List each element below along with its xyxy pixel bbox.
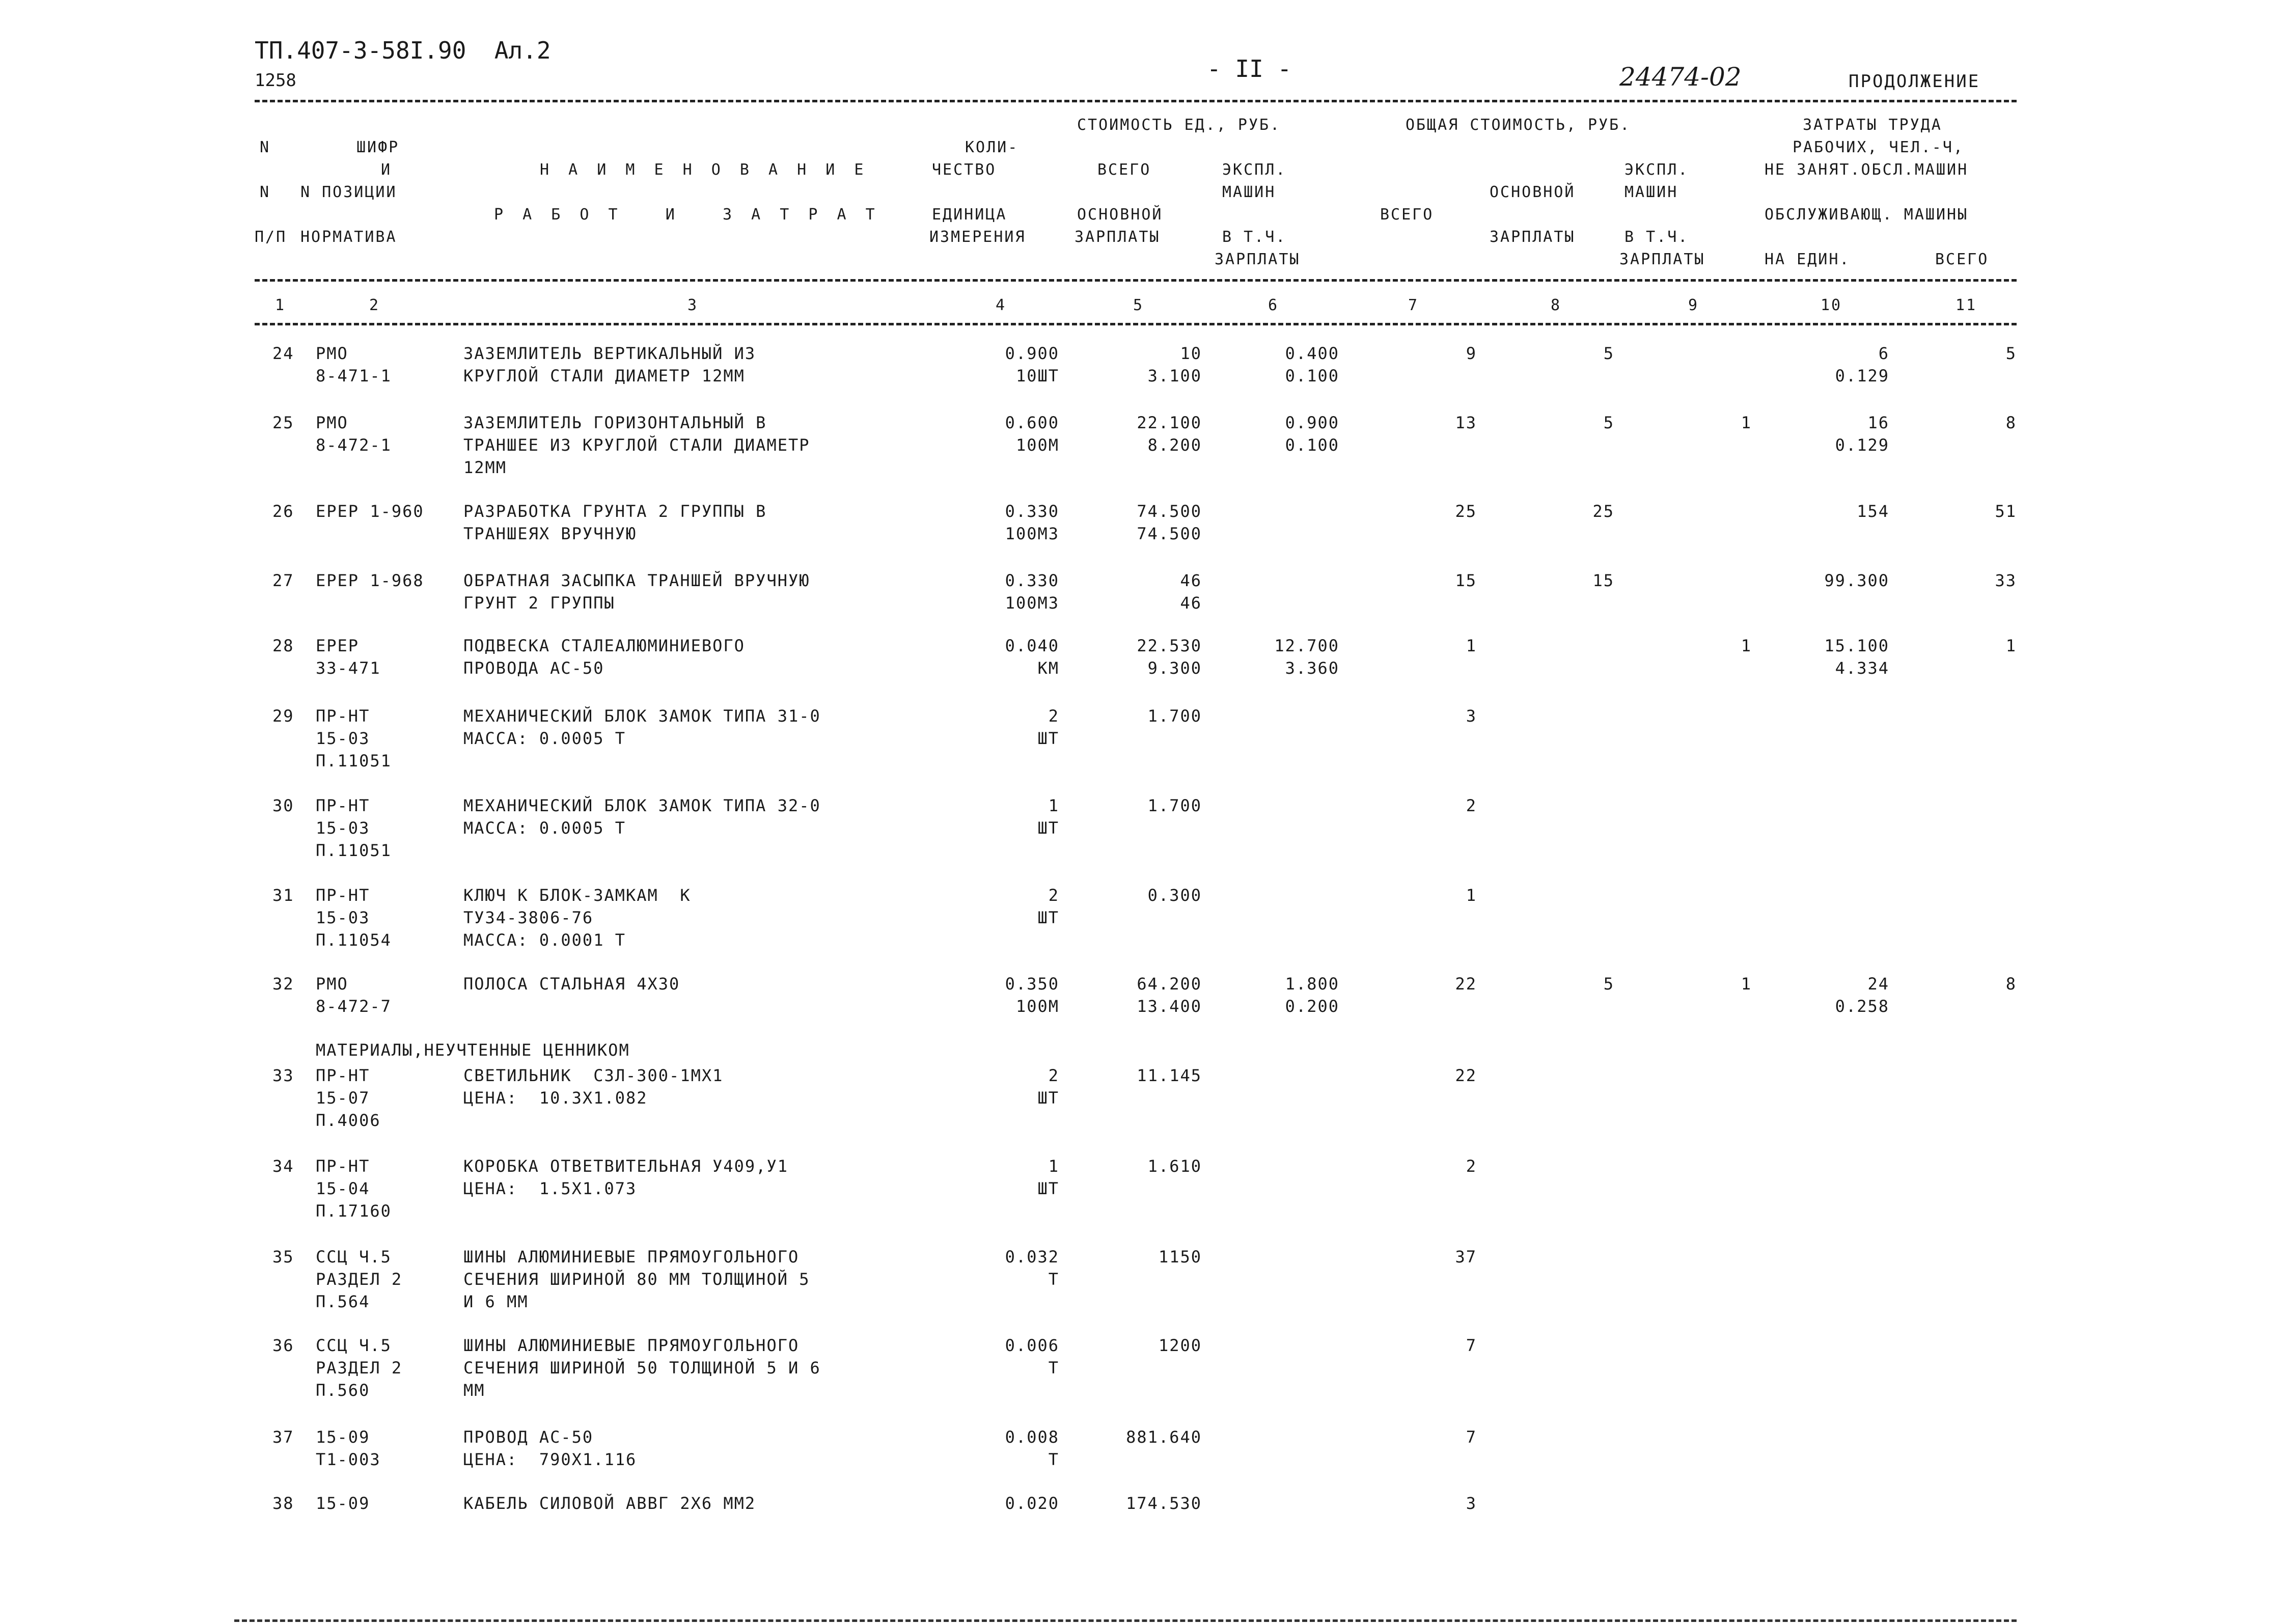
item-name: ШИНЫ АЛЮМИНИЕВЫЕ ПРЯМОУГОЛЬНОГО [463,1247,800,1267]
item-name: 12ММ [463,458,507,477]
item-name: ТРАНШЕЯХ ВРУЧНУЮ [463,524,637,543]
quantity: Т [1048,1450,1059,1469]
position-code: 8-472-7 [316,997,392,1016]
continuation-label: ПРОДОЛЖЕНИЕ [1849,71,1980,92]
colnum-7: 7 [1408,296,1419,314]
col-npp-5: П/П [255,228,287,246]
total-cost: 22 [1455,974,1477,994]
quantity: 0.600 [1005,413,1059,432]
col-labor-6: ВСЕГО [1935,251,1989,268]
item-name: ММ [463,1381,485,1400]
position-code: ЕРЕР [316,636,360,655]
item-name: ЗАЗЕМЛИТЕЛЬ ГОРИЗОНТАЛЬНЫЙ В [463,413,767,432]
position-code: ЕРЕР 1-960 [316,502,424,521]
position-code: П.11051 [316,751,392,770]
item-name: КЛЮЧ К БЛОК-ЗАМКАМ К [463,886,691,905]
unit-cost-total: 1.700 [1147,706,1202,726]
unit-cost-total: 1200 [1158,1336,1202,1355]
labor-per-unit: 16 [1867,413,1889,432]
position-code: ССЦ Ч.5 [316,1336,392,1355]
position-code: РМО [316,344,348,363]
labor-total: 8 [2005,974,2017,994]
colnum-8: 8 [1551,296,1562,314]
colnum-6: 6 [1268,296,1279,314]
labor-per-unit: 15.100 [1824,636,1889,655]
col-qty-2: ЧЕСТВО [932,161,997,179]
unit-cost-machines: 1.800 [1285,974,1339,994]
colnum-2: 2 [369,296,380,314]
item-name: ТРАНШЕЕ ИЗ КРУГЛОЙ СТАЛИ ДИАМЕТР [463,435,810,455]
col-total-mach-2: МАШИН [1624,183,1678,201]
item-name: ПОЛОСА СТАЛЬНАЯ 4Х30 [463,974,680,994]
col-labor-3: НЕ ЗАНЯТ.ОБСЛ.МАШИН [1765,161,1969,179]
quantity: 0.330 [1005,571,1059,590]
quantity: 2 [1048,1066,1059,1085]
position-code: 15-07 [316,1088,370,1108]
position-code: РМО [316,413,348,432]
position-code: ПР-НТ [316,886,370,905]
unit-cost-total: 1.610 [1147,1157,1202,1176]
unit-cost-total: 0.300 [1147,886,1202,905]
colnum-9: 9 [1688,296,1699,314]
item-name: СЕЧЕНИЯ ШИРИНОЙ 80 ММ ТОЛЩИНОЙ 5 [463,1270,810,1289]
item-name: КРУГЛОЙ СТАЛИ ДИАМЕТР 12ММ [463,366,745,386]
position-code: ПР-НТ [316,706,370,726]
labor-total: 51 [1995,502,2017,521]
row-number: 30 [272,796,294,815]
doc-number: 24474-02 [1619,62,1742,92]
row-number: 24 [272,344,294,363]
header-bottom-rule [255,279,2017,282]
col-name-1: Н А И М Е Н О В А Н И Е [540,161,869,179]
quantity: Т [1048,1270,1059,1289]
unit-cost-machines: 0.400 [1285,344,1339,363]
labor-total: 1 [2005,636,2017,655]
quantity: 1 [1048,796,1059,815]
total-wage: 25 [1592,502,1614,521]
row-number: 28 [272,636,294,655]
position-code: 15-09 [316,1427,370,1447]
unit-cost-total: 10 [1180,344,1202,363]
item-name: КАБЕЛЬ СИЛОВОЙ АВВГ 2Х6 ММ2 [463,1494,756,1513]
item-name: МЕХАНИЧЕСКИЙ БЛОК ЗАМОК ТИПА 32-0 [463,796,821,815]
row-number: 37 [272,1427,294,1447]
quantity: КМ [1037,658,1059,678]
unit-cost-machines: 0.200 [1285,997,1339,1016]
item-name: ТУ34-3806-76 [463,908,594,927]
row-number: 25 [272,413,294,432]
quantity: 0.900 [1005,344,1059,363]
position-code: 8-471-1 [316,366,392,386]
item-name: ПРОВОД АС-50 [463,1427,594,1447]
quantity: 0.040 [1005,636,1059,655]
unit-cost-total: 74.500 [1137,502,1202,521]
colnum-5: 5 [1133,296,1144,314]
unit-cost-total: 8.200 [1147,435,1202,455]
col-code-3: N ПОЗИЦИИ [300,183,397,201]
item-name: МАССА: 0.0001 Т [463,930,626,950]
col-unit-total-3: ЗАРПЛАТЫ [1075,228,1161,246]
labor-total: 5 [2005,344,2017,363]
col-labor-5: НА ЕДИН. [1765,251,1851,268]
item-name: ЦЕНА: 1.5Х1.073 [463,1179,637,1198]
unit-cost-total: 13.400 [1137,997,1202,1016]
col-qty-1: КОЛИ- [965,139,1019,156]
col-unit-mach-4: ЗАРПЛАТЫ [1215,251,1301,268]
total-cost: 9 [1466,344,1477,363]
item-name: И 6 ММ [463,1292,529,1311]
col-unit-cost: СТОИМОСТЬ ЕД., РУБ. [1077,116,1281,134]
col-unit-total-2: ОСНОВНОЙ [1077,206,1163,224]
colnum-11: 11 [1956,296,1977,314]
labor-per-unit: 24 [1867,974,1889,994]
col-code-2: И [381,161,392,179]
total-wage: 15 [1592,571,1614,590]
position-code: 15-03 [316,818,370,838]
position-code: П.17160 [316,1201,392,1221]
quantity: 10ШТ [1015,366,1059,386]
quantity: 100М3 [1005,524,1059,543]
labor-per-unit: 0.129 [1835,366,1889,386]
quantity: ШТ [1037,908,1059,927]
total-cost: 7 [1466,1427,1477,1447]
unit-cost-machines: 0.100 [1285,366,1339,386]
unit-cost-total: 46 [1180,593,1202,613]
position-code: РАЗДЕЛ 2 [316,1358,403,1378]
quantity: Т [1048,1358,1059,1378]
total-cost: 1 [1466,636,1477,655]
col-name-2: Р А Б О Т И З А Т Р А Т [494,206,880,224]
total-machines: 1 [1741,636,1752,655]
unit-cost-total: 9.300 [1147,658,1202,678]
colnum-4: 4 [996,296,1007,314]
unit-cost-total: 64.200 [1137,974,1202,994]
sheet-number: 1258 [255,70,296,91]
unit-cost-total: 22.100 [1137,413,1202,432]
total-cost: 37 [1455,1247,1477,1267]
materials-note: МАТЕРИАЛЫ,НЕУЧТЕННЫЕ ЦЕННИКОМ [316,1040,630,1060]
total-cost: 1 [1466,886,1477,905]
col-total-mach-3: В Т.Ч. [1624,228,1689,246]
row-number: 32 [272,974,294,994]
position-code: 15-04 [316,1179,370,1198]
unit-cost-total: 1150 [1158,1247,1202,1267]
bottom-rule [234,1619,2017,1622]
labor-per-unit: 0.129 [1835,435,1889,455]
item-name: СВЕТИЛЬНИК СЗЛ-300-1МХ1 [463,1066,724,1085]
unit-cost-machines: 3.360 [1285,658,1339,678]
position-code: РМО [316,974,348,994]
col-npp-1: N [260,139,271,156]
col-unit-mach-3: В Т.Ч. [1222,228,1287,246]
unit-cost-total: 74.500 [1137,524,1202,543]
labor-per-unit: 4.334 [1835,658,1889,678]
unit-cost-total: 174.530 [1126,1494,1202,1513]
total-machines: 1 [1741,974,1752,994]
unit-cost-machines: 0.100 [1285,435,1339,455]
position-code: 15-09 [316,1494,370,1513]
col-total-mach-4: ЗАРПЛАТЫ [1619,251,1705,268]
colnum-10: 10 [1821,296,1842,314]
col-code-5: НОРМАТИВА [300,228,397,246]
quantity: ШТ [1037,729,1059,748]
position-code: ПР-НТ [316,796,370,815]
col-labor-1: ЗАТРАТЫ ТРУДА [1803,116,1942,134]
position-code: П.564 [316,1292,370,1311]
position-code: ССЦ Ч.5 [316,1247,392,1267]
labor-per-unit: 0.258 [1835,997,1889,1016]
total-cost: 22 [1455,1066,1477,1085]
row-number: 26 [272,502,294,521]
total-cost: 2 [1466,1157,1477,1176]
total-wage: 5 [1603,974,1614,994]
item-name: ЗАЗЕМЛИТЕЛЬ ВЕРТИКАЛЬНЫЙ ИЗ [463,344,756,363]
unit-cost-machines: 12.700 [1274,636,1339,655]
position-code: Т1-003 [316,1450,381,1469]
quantity: ШТ [1037,818,1059,838]
quantity: ШТ [1037,1179,1059,1198]
quantity: 100М [1015,435,1059,455]
quantity: 0.032 [1005,1247,1059,1267]
position-code: П.11054 [316,930,392,950]
item-name: ГРУНТ 2 ГРУППЫ [463,593,615,613]
total-cost: 25 [1455,502,1477,521]
position-code: 15-03 [316,908,370,927]
col-unit-total-1: ВСЕГО [1097,161,1151,179]
unit-cost-machines: 0.900 [1285,413,1339,432]
item-name: МЕХАНИЧЕСКИЙ БЛОК ЗАМОК ТИПА 31-0 [463,706,821,726]
row-number: 29 [272,706,294,726]
item-name: ОБРАТНАЯ ЗАСЫПКА ТРАНШЕЙ ВРУЧНУЮ [463,571,810,590]
doc-code: ТП.407-3-58I.90 Ал.2 [255,37,551,64]
position-code: 33-471 [316,658,381,678]
item-name: МАССА: 0.0005 Т [463,729,626,748]
labor-total: 33 [1995,571,2017,590]
total-wage: 5 [1603,413,1614,432]
quantity: 2 [1048,706,1059,726]
col-total-mach-1: ЭКСПЛ. [1624,161,1689,179]
position-code: ПР-НТ [316,1157,370,1176]
position-code: П.560 [316,1381,370,1400]
total-wage: 5 [1603,344,1614,363]
quantity: 0.350 [1005,974,1059,994]
col-qty-4: ИЗМЕРЕНИЯ [929,228,1026,246]
labor-per-unit: 6 [1878,344,1889,363]
position-code: 15-03 [316,729,370,748]
col-total-wage-1: ОСНОВНОЙ [1490,183,1576,201]
row-number: 34 [272,1157,294,1176]
item-name: ЦЕНА: 10.3Х1.082 [463,1088,648,1108]
total-cost: 3 [1466,706,1477,726]
row-number: 36 [272,1336,294,1355]
quantity: 0.330 [1005,502,1059,521]
item-name: ЦЕНА: 790Х1.116 [463,1450,637,1469]
total-cost: 15 [1455,571,1477,590]
unit-cost-total: 881.640 [1126,1427,1202,1447]
row-number: 33 [272,1066,294,1085]
unit-cost-total: 3.100 [1147,366,1202,386]
quantity: 100М [1015,997,1059,1016]
unit-cost-total: 46 [1180,571,1202,590]
unit-cost-total: 11.145 [1137,1066,1202,1085]
item-name: ПРОВОДА АС-50 [463,658,604,678]
position-code: П.4006 [316,1111,381,1130]
unit-cost-total: 22.530 [1137,636,1202,655]
quantity: ШТ [1037,1088,1059,1108]
quantity: 0.020 [1005,1494,1059,1513]
item-name: РАЗРАБОТКА ГРУНТА 2 ГРУППЫ В [463,502,767,521]
position-code: П.11051 [316,841,392,860]
labor-per-unit: 99.300 [1824,571,1889,590]
colnum-bottom-rule [255,323,2017,325]
top-rule [255,100,2017,102]
col-total-all: ВСЕГО [1380,206,1434,224]
item-name: ПОДВЕСКА СТАЛЕАЛЮМИНИЕВОГО [463,636,745,655]
row-number: 31 [272,886,294,905]
col-unit-mach-2: МАШИН [1222,183,1276,201]
item-name: СЕЧЕНИЯ ШИРИНОЙ 50 ТОЛЩИНОЙ 5 И 6 [463,1358,821,1378]
total-cost: 3 [1466,1494,1477,1513]
col-labor-4: ОБСЛУЖИВАЮЩ. МАШИНЫ [1765,206,1969,224]
colnum-1: 1 [275,296,286,314]
total-cost: 7 [1466,1336,1477,1355]
col-unit-mach-1: ЭКСПЛ. [1222,161,1287,179]
item-name: ШИНЫ АЛЮМИНИЕВЫЕ ПРЯМОУГОЛЬНОГО [463,1336,800,1355]
position-code: РАЗДЕЛ 2 [316,1270,403,1289]
position-code: ЕРЕР 1-968 [316,571,424,590]
col-qty-3: ЕДИНИЦА [932,206,1007,224]
page-number: - II - [1207,55,1292,82]
col-total-cost: ОБЩАЯ СТОИМОСТЬ, РУБ. [1406,116,1631,134]
labor-total: 8 [2005,413,2017,432]
total-machines: 1 [1741,413,1752,432]
col-labor-2: РАБОЧИХ, ЧЕЛ.-Ч, [1793,139,1964,156]
total-cost: 13 [1455,413,1477,432]
quantity: 0.008 [1005,1427,1059,1447]
quantity: 2 [1048,886,1059,905]
col-total-wage-2: ЗАРПЛАТЫ [1490,228,1576,246]
row-number: 27 [272,571,294,590]
quantity: 1 [1048,1157,1059,1176]
position-code: ПР-НТ [316,1066,370,1085]
item-name: МАССА: 0.0005 Т [463,818,626,838]
total-cost: 2 [1466,796,1477,815]
unit-cost-total: 1.700 [1147,796,1202,815]
position-code: 8-472-1 [316,435,392,455]
row-number: 38 [272,1494,294,1513]
col-code-1: ШИФР [356,139,400,156]
labor-per-unit: 154 [1857,502,1889,521]
colnum-3: 3 [687,296,699,314]
col-npp-3: N [260,183,271,201]
quantity: 0.006 [1005,1336,1059,1355]
item-name: КОРОБКА ОТВЕТВИТЕЛЬНАЯ У409,У1 [463,1157,788,1176]
row-number: 35 [272,1247,294,1267]
quantity: 100М3 [1005,593,1059,613]
